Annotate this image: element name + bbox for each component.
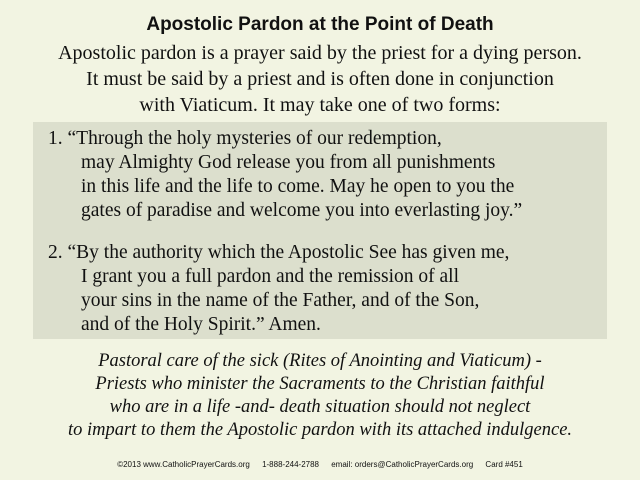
note-line: who are in a life -and- death situation should not neglect: [109, 397, 531, 417]
prayer-line: may Almighty God release you from all punishments: [81, 152, 496, 173]
intro-line: with Viaticum. It may take one of two forms:: [139, 94, 501, 116]
footer-phone: 1-888-244-2788: [262, 460, 319, 469]
note-line: Pastoral care of the sick (Rites of Anointing and Viaticum) -: [98, 351, 542, 371]
intro-line: Apostolic pardon is a prayer said by the priest for a dying person.: [58, 42, 582, 64]
footer-copyright: ©2013 www.CatholicPrayerCards.org: [117, 460, 250, 469]
intro-paragraph: [0, 40, 640, 118]
note-line: Priests who minister the Sacraments to the Christian faithful: [95, 374, 545, 394]
prayer-line: in this life and the life to come. May he open to you the: [81, 176, 515, 197]
footer-card-number: Card #451: [485, 460, 523, 469]
prayer-line: I grant you a full pardon and the remission of all: [81, 266, 459, 287]
footer-email: email: orders@CatholicPrayerCards.org: [331, 460, 474, 469]
prayer-line: your sins in the name of the Father, and of the Son,: [81, 290, 480, 311]
prayer-form-2: [48, 241, 509, 337]
intro-line: It must be said by a priest and is often done in conjunction: [86, 68, 554, 90]
prayer-line: gates of paradise and welcome you into everlasting joy.”: [81, 200, 523, 221]
footer: [0, 460, 640, 470]
prayer-form-1: [48, 127, 522, 223]
card-title: Apostolic Pardon at the Point of Death: [146, 14, 494, 35]
pastoral-note: [0, 350, 640, 442]
prayer-line: 1. “Through the holy mysteries of our redemption,: [48, 128, 442, 149]
prayer-line: 2. “By the authority which the Apostolic See has given me,: [48, 242, 510, 263]
note-line: to impart to them the Apostolic pardon with its attached indulgence.: [67, 420, 573, 440]
prayer-line: and of the Holy Spirit.” Amen.: [81, 314, 321, 335]
